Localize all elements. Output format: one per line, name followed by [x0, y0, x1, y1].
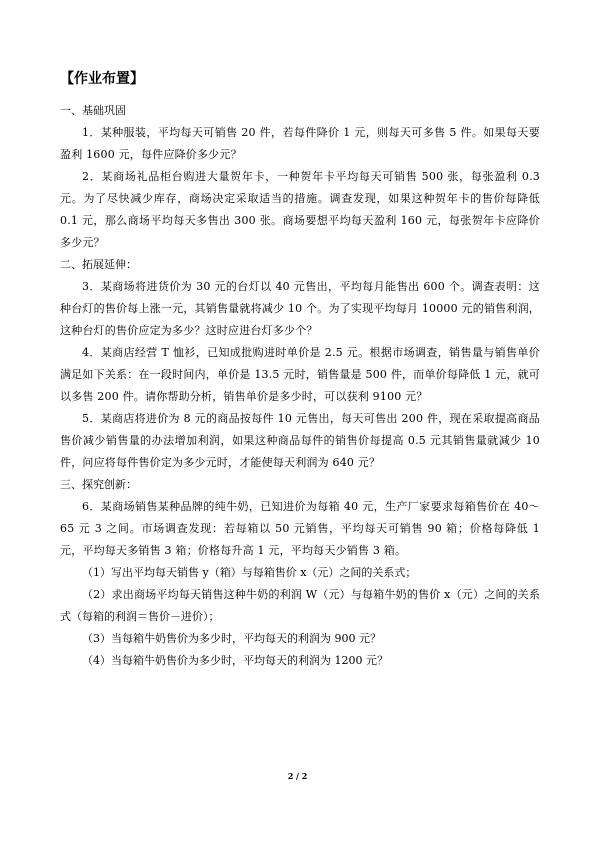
problem-6-question-1: （1）写出平均每天销售 y（箱）与每箱售价 x（元）之间的关系式； — [82, 566, 417, 579]
problem-3: 3．某商场将进货价为 30 元的台灯以 40 元售出，平均每月能售出 600 个。调查表明：这种台灯的售价每上涨一元，其销售量就将减少 10 个。为了实现平均每月 10000 元的销售利润，这种台灯的售价应定为多少？这时应进台灯多少个？ — [60, 280, 540, 337]
page-title: 【作业布置】 — [60, 71, 144, 87]
problem-6-question-4: （4）当每箱牛奶售价为多少时，平均每天的利润为 1200 元？ — [82, 654, 388, 667]
problem-1: 1．某种服装，平均每天可销售 20 件，若每件降价 1 元，则每天可多售 5 件。如果每天要盈利 1600 元，每件应降价多少元？ — [60, 126, 540, 161]
problem-6: 6．某商场销售某种品牌的纯牛奶，已知进价为每箱 40 元，生产厂家要求每箱售价在 40～65 元 3 之间。市场调查发现：若每箱以 50 元销售，平均每天可销售 90 箱；价格每降低 1 元，平均每天多销售 3 箱；价格每升高 1 元，平均每天少销售 3 箱。 — [60, 500, 540, 557]
document-content — [60, 68, 540, 672]
problem-6-question-2: （2）求出商场平均每天销售这种牛奶的利润 W（元）与每箱牛奶的售价 x（元）之间的关系式（每箱的利润＝售价－进价）； — [60, 588, 540, 623]
problem-6-question-3: （3）当每箱牛奶售价为多少时，平均每天的利润为 900 元？ — [82, 632, 381, 645]
section-heading-basic: 一、基础巩固 — [60, 104, 126, 117]
page-number: 2 / 2 — [287, 771, 308, 781]
problem-5: 5．某商店将进价为 8 元的商品按每件 10 元售出，每天可售出 200 件，现在采取提高商品售价减少销售量的办法增加利润，如果这种商品每件的销售价每提高 0.5 元其销售量就减少 10 件，问应将每件售价定为多少元时，才能使每天利润为 640 元？ — [60, 412, 540, 469]
problem-2: 2．某商场礼品柜台购进大量贺年卡，一种贺年卡平均每天可销售 500 张，每张盈利 0.3 元。为了尽快减少库存，商场决定采取适当的措施。调查发现，如果这种贺年卡的售价每降低 0.1 元，那么商场平均每天多售出 300 张。商场要想平均每天盈利 160 元，每张贺年卡应降价多少元？ — [60, 170, 540, 249]
section-heading-extension: 二、拓展延伸： — [60, 258, 137, 271]
section-heading-inquiry: 三、探究创新： — [60, 478, 137, 491]
problem-4: 4．某商店经营 T 恤衫，已知成批购进时单价是 2.5 元。根据市场调查，销售量与销售单价满足如下关系：在一段时间内，单价是 13.5 元时，销售量是 500 件，而单价每降低 1 元，就可以多售 200 件。请你帮助分析，销售单价是多少时，可以获利 9100 元？ — [60, 346, 540, 403]
